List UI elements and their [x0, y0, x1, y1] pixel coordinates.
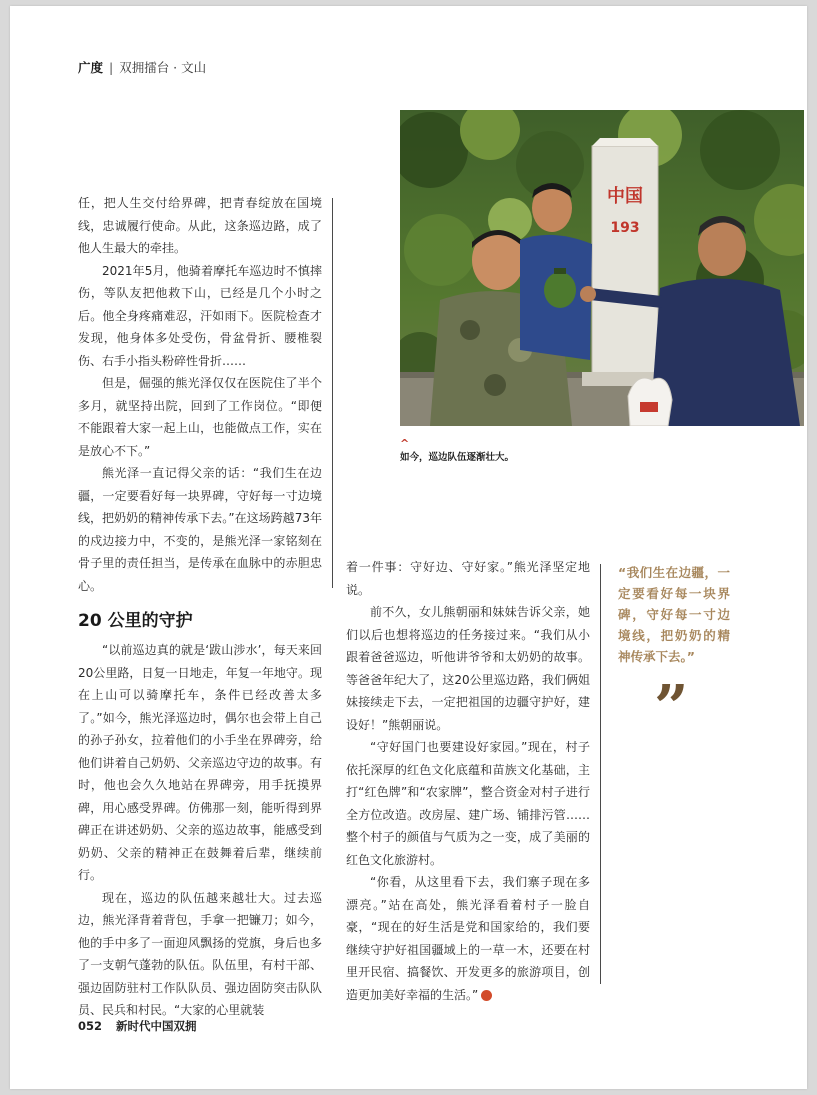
paragraph: 但是，倔强的熊光泽仅仅在医院住了半个多月，就坚持出院，回到了工作岗位。“即便不能跟着大家一起上山，也能做点工作，实在是放心不下。”: [78, 376, 322, 458]
paragraph: “以前巡边真的就是‘跋山涉水’，每天来回20公里路，日复一日地走，年复一年地守。现在上山可以骑摩托车，条件已经改善太多了。”如今，熊光泽巡边时，偶尔也会带上自己的孙子孙女，拉着他们的小手坐在界碑旁，给他们讲着自己奶奶、父亲巡边守边的故事。有时，他也会久久地站在界碑旁，用手抚摸界碑，用心感受界碑。仿佛那一刻，能听得到界碑正在讲述奶奶、父亲的巡边故事，能感受到奶奶、父亲的精神正在鼓舞着后辈，继续前行。: [78, 643, 322, 882]
caret-up-icon: ^: [400, 437, 410, 450]
section-name: 广度: [78, 60, 104, 75]
article-column-2: [346, 556, 590, 1006]
article-photo: [400, 110, 804, 426]
end-mark-icon: N: [481, 990, 492, 1001]
section-subheading: 20 公里的守护: [78, 611, 193, 631]
paragraph: [346, 871, 590, 1006]
column-divider: [332, 198, 333, 588]
paragraph-text: “你看，从这里看下去，我们寨子现在多漂亮。”站在高处，熊光泽看着村子一脸自豪，“现在的好生活是党和国家给的，我们要继续守护好祖国疆域上的一草一木，还要在村里开民宿、搞餐饮、开发更多的旅游项目，创造更加美好幸福的生活。”: [346, 875, 590, 1002]
page-number: 052: [78, 1019, 103, 1033]
photo-caption: [400, 439, 514, 465]
quote-mark-icon: ”: [654, 673, 689, 743]
running-head: [78, 58, 206, 76]
paragraph: 前不久，女儿熊朝丽和妹妹告诉父亲，她们以后也想将巡边的任务接过来。“我们从小跟着爸爸巡边，听他讲爷爷和太奶奶的故事。等爸爸年纪大了，这20公里巡边路，我们俩姐妹接续走下去，一定把祖国的边疆守护好，建设好！”熊朝丽说。: [346, 605, 590, 732]
paragraph: 熊光泽一直记得父亲的话：“我们生在边疆，一定要看好每一块界碑，守好每一寸边境线，把奶奶的精神传承下去。”在这场跨越73年的戍边接力中，不变的，是熊光泽一家铭刻在骨子里的责任担当，是传承在血脉中的赤胆忠心。: [78, 466, 322, 593]
article-column-1: [78, 192, 322, 1022]
paragraph: 现在，巡边的队伍越来越壮大。过去巡边，熊光泽背着背包，手拿一把镰刀；如今，他的手中多了一面迎风飘扬的党旗，身后也多了一支朝气蓬勃的队伍。队伍里，有村干部、强边固防驻村工作队队员、强边固防突击队队员、民兵和村民。“大家的心里就装: [78, 890, 322, 1017]
pull-quote: “我们生在边疆，一定要看好每一块界碑，守好每一寸边境线，把奶奶的精神传承下去。”: [618, 565, 730, 664]
paragraph: “守好国门也要建设好家园。”现在，村子依托深厚的红色文化底蕴和苗族文化基础，主打“红色牌”和“农家牌”，整合资金对村子进行全方位改造。改房屋、建广场、铺排污管……整个村子的颜值与气质为之一变，成了美丽的红色文化旅游村。: [346, 740, 590, 867]
paragraph: 着一件事：守好边、守好家。”熊光泽坚定地说。: [346, 560, 590, 597]
border-patrol-photo: [400, 110, 804, 426]
header-title: 双拥擂台 · 文山: [119, 60, 207, 75]
stele-label-country: 中国: [607, 186, 643, 207]
header-separator: |: [109, 60, 114, 75]
publication-name: 新时代中国双拥: [116, 1019, 197, 1033]
paragraph: 任，把人生交付给界碑，把青春绽放在国境线，忠诚履行使命。从此，这条巡边路，成了他人生最大的牵挂。: [78, 196, 322, 255]
page-footer: [78, 1018, 197, 1034]
magazine-page: [10, 6, 807, 1089]
column-divider: [600, 564, 601, 984]
caption-text: 如今，巡边队伍逐渐壮大。: [400, 452, 515, 463]
stele-label-number: 193: [610, 220, 640, 236]
paragraph: 2021年5月，他骑着摩托车巡边时不慎摔伤，等队友把他救下山，已经是几个小时之后。他全身疼痛难忍，汗如雨下。医院检查才发现，他身体多处受伤，骨盆骨折、腰椎裂伤、右手小指头粉碎性骨折……: [78, 263, 322, 368]
